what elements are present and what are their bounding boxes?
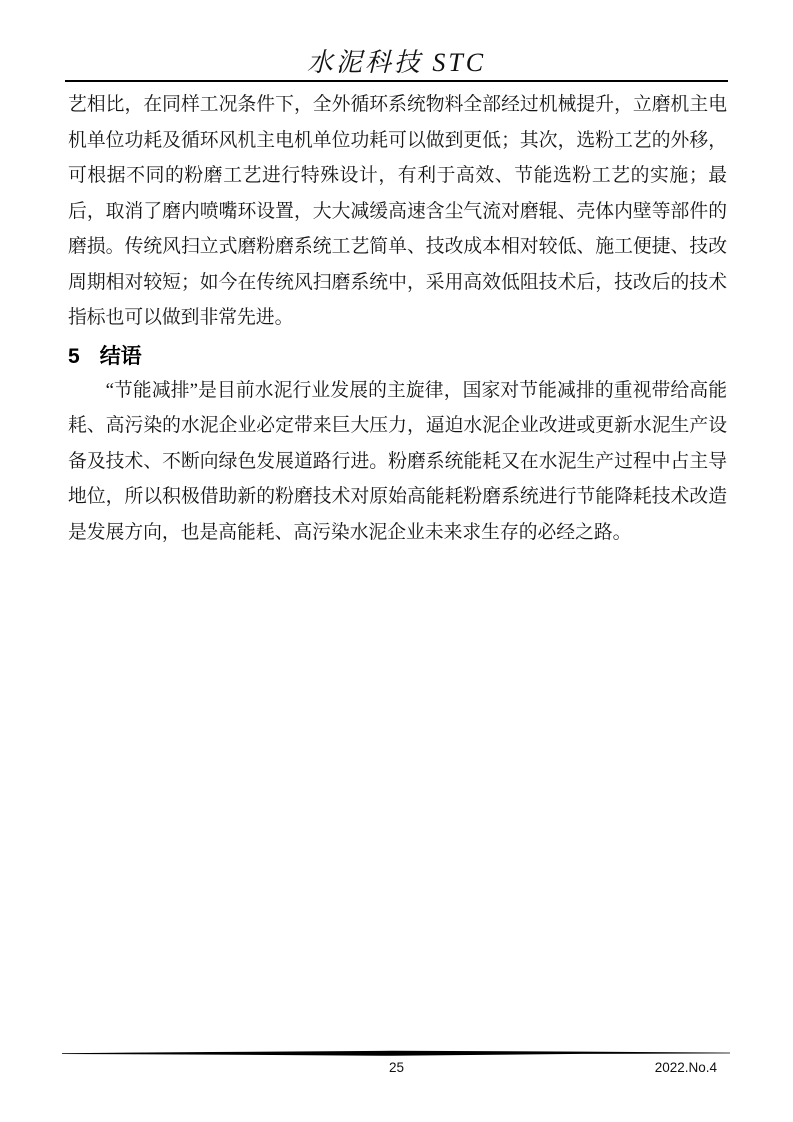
section-number: 5 [68, 344, 80, 368]
section-title: 结语 [99, 344, 142, 368]
journal-title: 水泥科技 STC [306, 48, 487, 77]
footer-rule [62, 1050, 730, 1057]
header-rule [65, 80, 728, 82]
section-heading [68, 343, 727, 370]
page-number: 25 [388, 1060, 405, 1075]
conclusion-paragraph: “节能减排”是目前水泥行业发展的主旋律，国家对节能减排的重视带给高能耗、高污染的水泥企业必定带来巨大压力，逼迫水泥企业改进或更新水泥生产设备及技术、不断向绿色发展道路行进。粉磨系统能耗又在水泥生产过程中占主导地位，所以积极借助新的粉磨技术对原始高能耗粉磨系统进行节能降耗技术改造是发展方向，也是高能耗、高污染水泥企业未来求生存的必经之路。 [68, 379, 727, 543]
paragraph-continuation: 艺相比，在同样工况条件下，全外循环系统物料全部经过机械提升，立磨机主电机单位功耗及循环风机主电机单位功耗可以做到更低；其次，选粉工艺的外移，可根据不同的粉磨工艺进行特殊设计，有利于高效、节能选粉工艺的实施；最后，取消了磨内喷嘴环设置，大大减缓高速含尘气流对磨辊、壳体内壁等部件的磨损。传统风扫立式磨粉磨系统工艺简单、技改成本相对较低、施工便捷、技改周期相对较短；如今在传统风扫磨系统中，采用高效低阻技术后，技改后的技术指标也可以做到非常先进。 [68, 94, 727, 328]
issue-label: 2022.No.4 [654, 1060, 717, 1075]
article-content [68, 87, 727, 550]
